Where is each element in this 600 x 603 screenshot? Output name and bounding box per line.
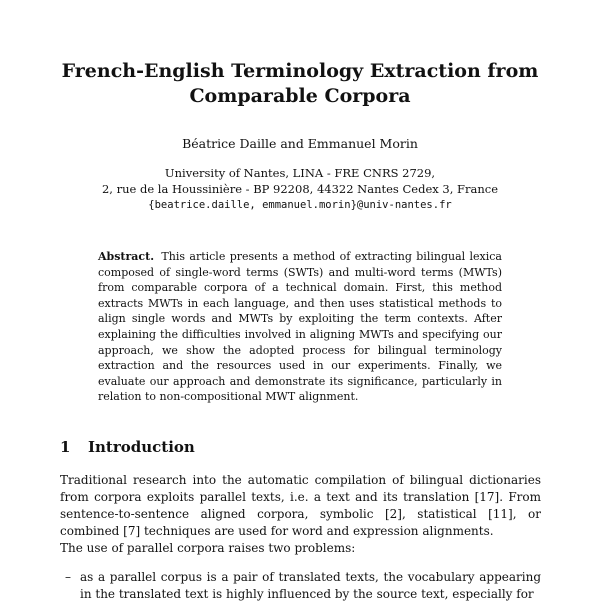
paper-title <box>40 59 560 109</box>
list-item-text: as a parallel corpus is a pair of translated texts, the vocabulary appearing in the translated text is highly influenced by the source text, especially for <box>80 570 541 601</box>
paragraph-2: The use of parallel corpora raises two problems: <box>60 541 356 555</box>
section-title: Introduction <box>88 438 195 456</box>
list-bullet: – <box>65 570 71 584</box>
affiliation-line-2: 2, rue de la Houssinière - BP 92208, 44322 Nantes Cedex 3, France <box>101 182 499 196</box>
paper-authors: Béatrice Daille and Emmanuel Morin <box>182 136 418 151</box>
paragraph-1: Traditional research into the automatic compilation of bilingual dictionaries from corpora exploits parallel texts, i.e. a text and its translation [17]. From sentence-to-sentence aligned corpora, symbolic [2], statistical [11], or combined [7] techniques are used for word and expression alignments. <box>60 473 541 538</box>
abstract-label: Abstract. <box>98 250 155 263</box>
paper-affiliation <box>40 165 560 213</box>
section-heading <box>60 437 195 457</box>
abstract <box>98 249 502 405</box>
section-number: 1 <box>60 438 71 456</box>
title-line-1: French-English Terminology Extraction from <box>61 60 539 82</box>
author-emails: {beatrice.daille, emmanuel.morin}@univ-nantes.fr <box>148 199 452 211</box>
introduction-body <box>60 472 541 557</box>
affiliation-line-1: University of Nantes, LINA - FRE CNRS 2729, <box>164 166 436 180</box>
abstract-text: This article presents a method of extracting bilingual lexica composed of single-word terms (SWTs) and multi-word terms (MWTs) from comparable corpora of a technical domain. First, this method extracts MWTs in each language, and then uses statistical methods to align single words and MWTs by exploiting the term contexts. After explaining the difficulties involved in aligning MWTs and specifying our approach, we show the adopted process for bilingual terminology extraction and the resources used in our experiments. Finally, we evaluate our approach and demonstrate its significance, particularly in relation to non-compositional MWT alignment. <box>98 250 502 404</box>
title-line-2: Comparable Corpora <box>189 85 411 107</box>
list-item <box>60 569 541 603</box>
